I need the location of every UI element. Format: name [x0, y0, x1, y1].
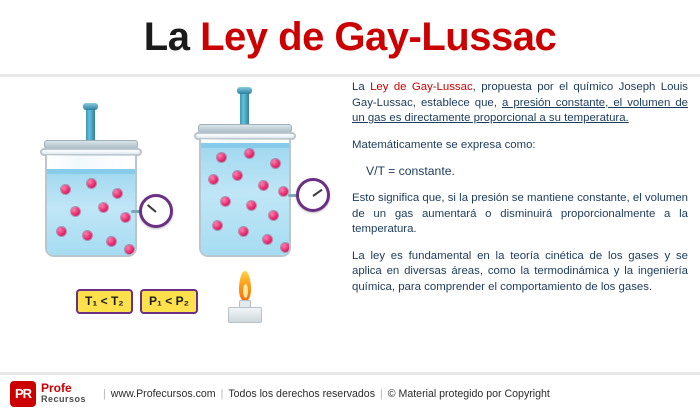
logo-wordmark — [41, 380, 87, 405]
gas-molecule — [279, 187, 288, 196]
footer-bar — [0, 372, 700, 412]
footer-separator: | — [220, 387, 224, 400]
gas-molecule — [263, 235, 272, 244]
page-title-highlight: Ley de Gay-Lussac — [200, 14, 557, 59]
logo-line-1: Profe — [41, 380, 72, 395]
gas-molecule — [57, 227, 66, 236]
flame-core — [243, 284, 248, 298]
bunsen-burner-flame — [239, 271, 251, 301]
left-beaker-glass — [45, 155, 137, 257]
gas-molecule — [217, 153, 226, 162]
logo-mark: PR — [10, 381, 36, 407]
pressure-gauge-low — [139, 194, 173, 228]
gas-molecule — [247, 201, 256, 210]
definition-emphasis: a presión constante, el volumen de un gas es directamente proporcional a su temperatura. — [352, 96, 688, 125]
footer-separator: | — [103, 387, 106, 400]
paragraph-math-intro: Matemáticamente se expresa como: — [352, 138, 536, 151]
left-liquid-surface — [47, 169, 135, 174]
footer-site-url[interactable]: www.Profecursos.com — [110, 387, 216, 400]
burner-neck — [239, 300, 251, 307]
page-title — [144, 15, 556, 60]
title-divider — [0, 74, 700, 77]
pressure-gauge-high — [296, 178, 330, 212]
left-tube-cap — [83, 103, 98, 110]
footer-copyright: © Material protegido por Copyright — [387, 387, 550, 400]
gas-molecule — [281, 243, 290, 252]
gas-molecule — [269, 211, 278, 220]
paragraph-definition — [352, 80, 688, 127]
definition-lead: La — [352, 81, 371, 93]
gas-molecule — [245, 149, 254, 158]
gas-molecule — [107, 237, 116, 246]
gas-molecule — [61, 185, 70, 194]
gas-molecule — [121, 213, 130, 222]
footer-rights: Todos los derechos reservados — [228, 387, 375, 400]
right-tube-cap — [237, 87, 252, 94]
gas-molecule — [239, 227, 248, 236]
right-gas-tube — [240, 90, 249, 126]
paragraph-meaning: Esto significa que, si la presión se mantiene constante, el volumen de un gas aumentará o disminuirá proporcionalmente a la temperatura. — [352, 191, 688, 236]
gas-molecule — [221, 197, 230, 206]
footer-separator: | — [380, 387, 383, 400]
gas-molecule — [87, 179, 96, 188]
gas-molecule — [125, 245, 134, 254]
gas-molecule — [71, 207, 80, 216]
gas-molecule — [271, 159, 280, 168]
page-title-bar — [0, 0, 700, 74]
gas-molecule — [83, 231, 92, 240]
law-name-inline: Ley de Gay-Lussac — [370, 81, 473, 93]
left-gas-tube — [86, 106, 95, 142]
footer-credits — [98, 388, 550, 400]
brand-logo[interactable] — [10, 381, 86, 407]
gas-molecule — [213, 221, 222, 230]
logo-line-2: Recursos — [41, 393, 87, 404]
burner-base — [228, 307, 262, 323]
page-title-prefix: La — [143, 14, 201, 59]
gas-molecule — [233, 171, 242, 180]
gas-molecule — [99, 203, 108, 212]
article-text — [352, 80, 688, 307]
paragraph-importance: La ley es fundamental en la teoría cinética de los gases y se aplica en diversas áreas, como la termodinámica y la ingeniería química, para comprender el comportamiento de los gases. — [352, 249, 688, 293]
gas-molecule — [113, 189, 122, 198]
formula-expression: V/T = constante. — [366, 164, 455, 179]
gay-lussac-illustration — [0, 84, 352, 366]
pressure-comparison-label: P₁ < P₂ — [140, 289, 198, 314]
gas-molecule — [259, 181, 268, 190]
gas-molecule — [209, 175, 218, 184]
right-liquid-surface — [201, 143, 289, 148]
temperature-comparison-label: T₁ < T₂ — [76, 289, 133, 314]
right-beaker-glass — [199, 139, 291, 257]
definition-middle: , propuesta por el químico Joseph Louis Gay-Lussac, establece que, — [352, 81, 688, 109]
